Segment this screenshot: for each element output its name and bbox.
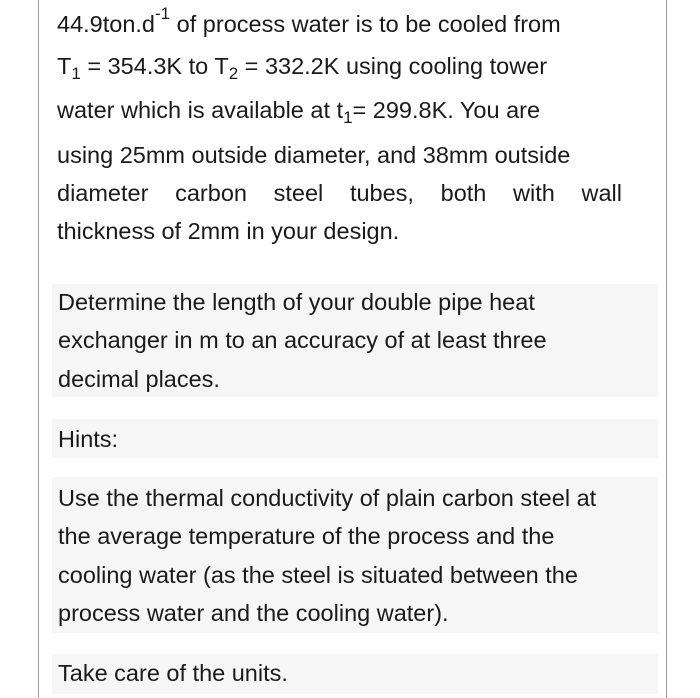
hints-box bbox=[52, 419, 658, 458]
hint1-line-1: Use the thermal conductivity of plain carbon steel at bbox=[58, 485, 597, 511]
flow-rate-value: 44.9ton.d bbox=[57, 11, 156, 37]
t1-subscript: 1 bbox=[71, 64, 81, 83]
t2-value-text: = 332.2K using cooling tower bbox=[238, 53, 548, 79]
question-box bbox=[52, 284, 658, 397]
hint-units-box bbox=[52, 654, 658, 694]
problem-line-1-text: of process water is to be cooled from bbox=[170, 11, 561, 37]
question-line-2: exchanger in m to an accuracy of at least three bbox=[58, 327, 547, 353]
question-line-3: decimal places. bbox=[58, 366, 220, 392]
small-t1-subscript: 1 bbox=[343, 108, 353, 127]
problem-line-4: using 25mm outside diameter, and 38mm outside bbox=[57, 142, 571, 168]
hint1-line-3: cooling water (as the steel is situated between the bbox=[58, 562, 578, 588]
problem-line-1 bbox=[57, 4, 622, 37]
t2-subscript: 2 bbox=[228, 64, 239, 83]
t1-symbol: T bbox=[57, 53, 72, 79]
hint1-line-2: the average temperature of the process and the bbox=[58, 523, 555, 549]
problem-line-2 bbox=[57, 53, 622, 83]
cooling-water-text: water which is available at t bbox=[57, 97, 344, 123]
hints-title: Hints: bbox=[58, 426, 119, 452]
hint1-line-4: process water and the cooling water). bbox=[58, 600, 449, 626]
cooling-water-temp: = 299.8K. You are bbox=[352, 97, 541, 123]
hint-thermal-conductivity-box bbox=[52, 477, 658, 633]
problem-line-3 bbox=[57, 97, 622, 127]
problem-line-6: thickness of 2mm in your design. bbox=[57, 218, 400, 244]
problem-line-5: diameter carbon steel tubes, both with wall bbox=[57, 180, 622, 206]
question-line-1: Determine the length of your double pipe heat bbox=[58, 289, 535, 315]
hint2-line-1: Take care of the units. bbox=[58, 660, 288, 686]
t1-value-text: = 354.3K to T bbox=[80, 53, 229, 79]
flow-rate-exponent: -1 bbox=[155, 4, 171, 23]
